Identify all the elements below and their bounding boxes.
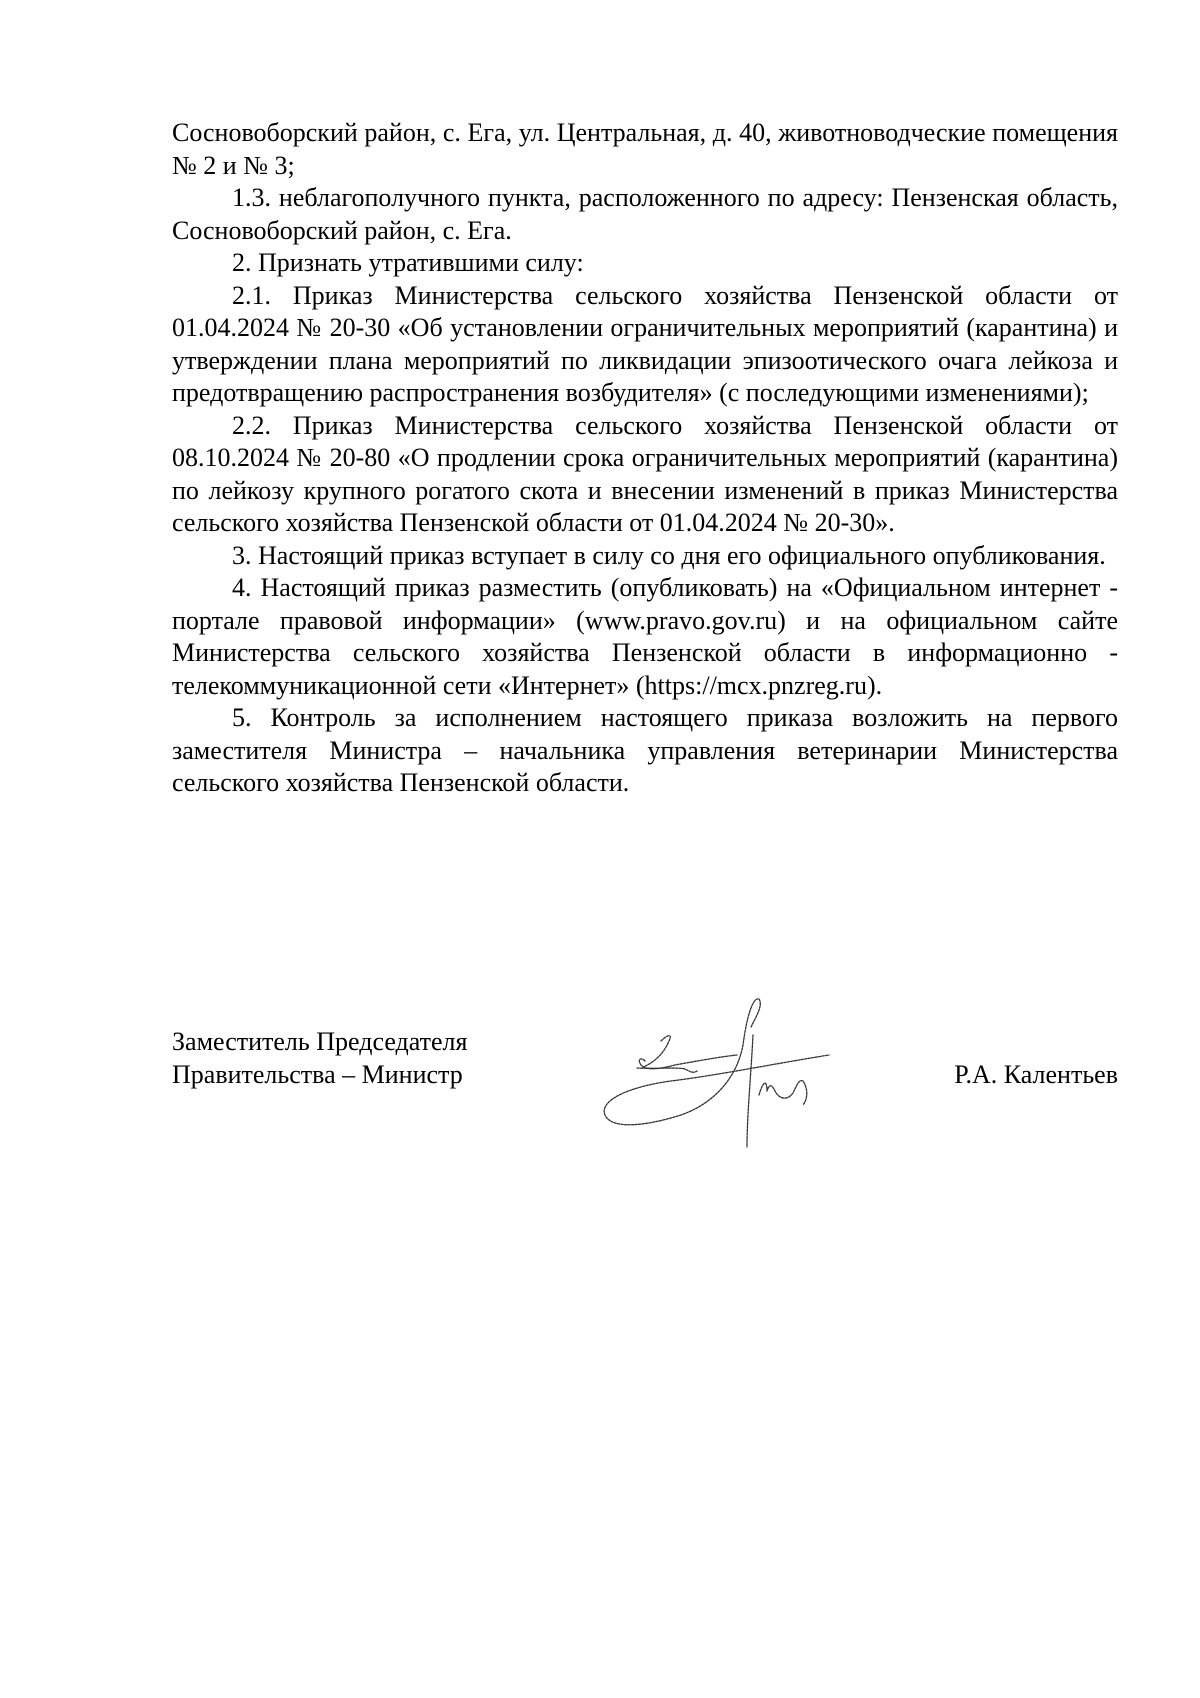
signature-stroke-vertical [747,1035,753,1147]
paragraph-2-2: 2.2. Приказ Министерства сельского хозяйства Пензенской области от 08.10.2024 № 20-80 «О продлении срока ограничительных мероприятий (карантина) по лейкозу крупного рогатого скота и внесении изменений в приказ Министерства сельского хозяйства Пензенской области от 01.04.2024 № 20-30». [172,410,1118,537]
signatory-title-line-1: Заместитель Председателя [172,1027,468,1056]
signature-stroke-main [639,1055,737,1069]
paragraph-3: 3. Настоящий приказ вступает в силу со дня его официального опубликования. [232,540,1106,570]
paragraph-2-1: 2.1. Приказ Министерства сельского хозяйства Пензенской области от 01.04.2024 № 20-30 «Об установлении ограничительных мероприятий (карантина) и утверждении плана мероприятий по ликвидации эпизоотического очага лейкоза и предотвращению распространения возбудителя» (с последующими изменениями); [172,280,1118,407]
handwritten-signature [597,975,847,1165]
signature-stroke-loop [604,999,829,1125]
paragraph-4: 4. Настоящий приказ разместить (опубликовать) на «Официальном интернет - портале правовой информации» (www.pravo.gov.ru) и на официальном сайте Министерства сельского хозяйства Пензенской области в информационно - телекоммуникационной сети «Интернет» (https://mcx.pnzreg.ru). [172,573,1118,700]
paragraph-5: 5. Контроль за исполнением настоящего приказа возложить на первого заместителя Министра – начальника управления ветеринарии Министерства сельского хозяйства Пензенской области. [172,703,1118,797]
signatory-title [172,1025,467,1091]
signature-block [172,1025,1118,1165]
signature-stroke-tail [759,1081,807,1105]
document-body [172,117,1118,800]
paragraph-1-3: 1.3. неблагополучного пункта, расположенного по адресу: Пензенская область, Сосновоборский район, с. Ега. [172,183,1118,245]
paragraph-address-continuation: Сосновоборский район, с. Ега, ул. Центральная, д. 40, животноводческие помещения № 2 и № 3; [172,118,1118,180]
signatory-name: Р.А. Калентьев [954,1060,1118,1089]
paragraph-2: 2. Признать утратившими силу: [232,248,584,277]
signatory-title-line-2: Правительства – Министр [172,1060,463,1089]
